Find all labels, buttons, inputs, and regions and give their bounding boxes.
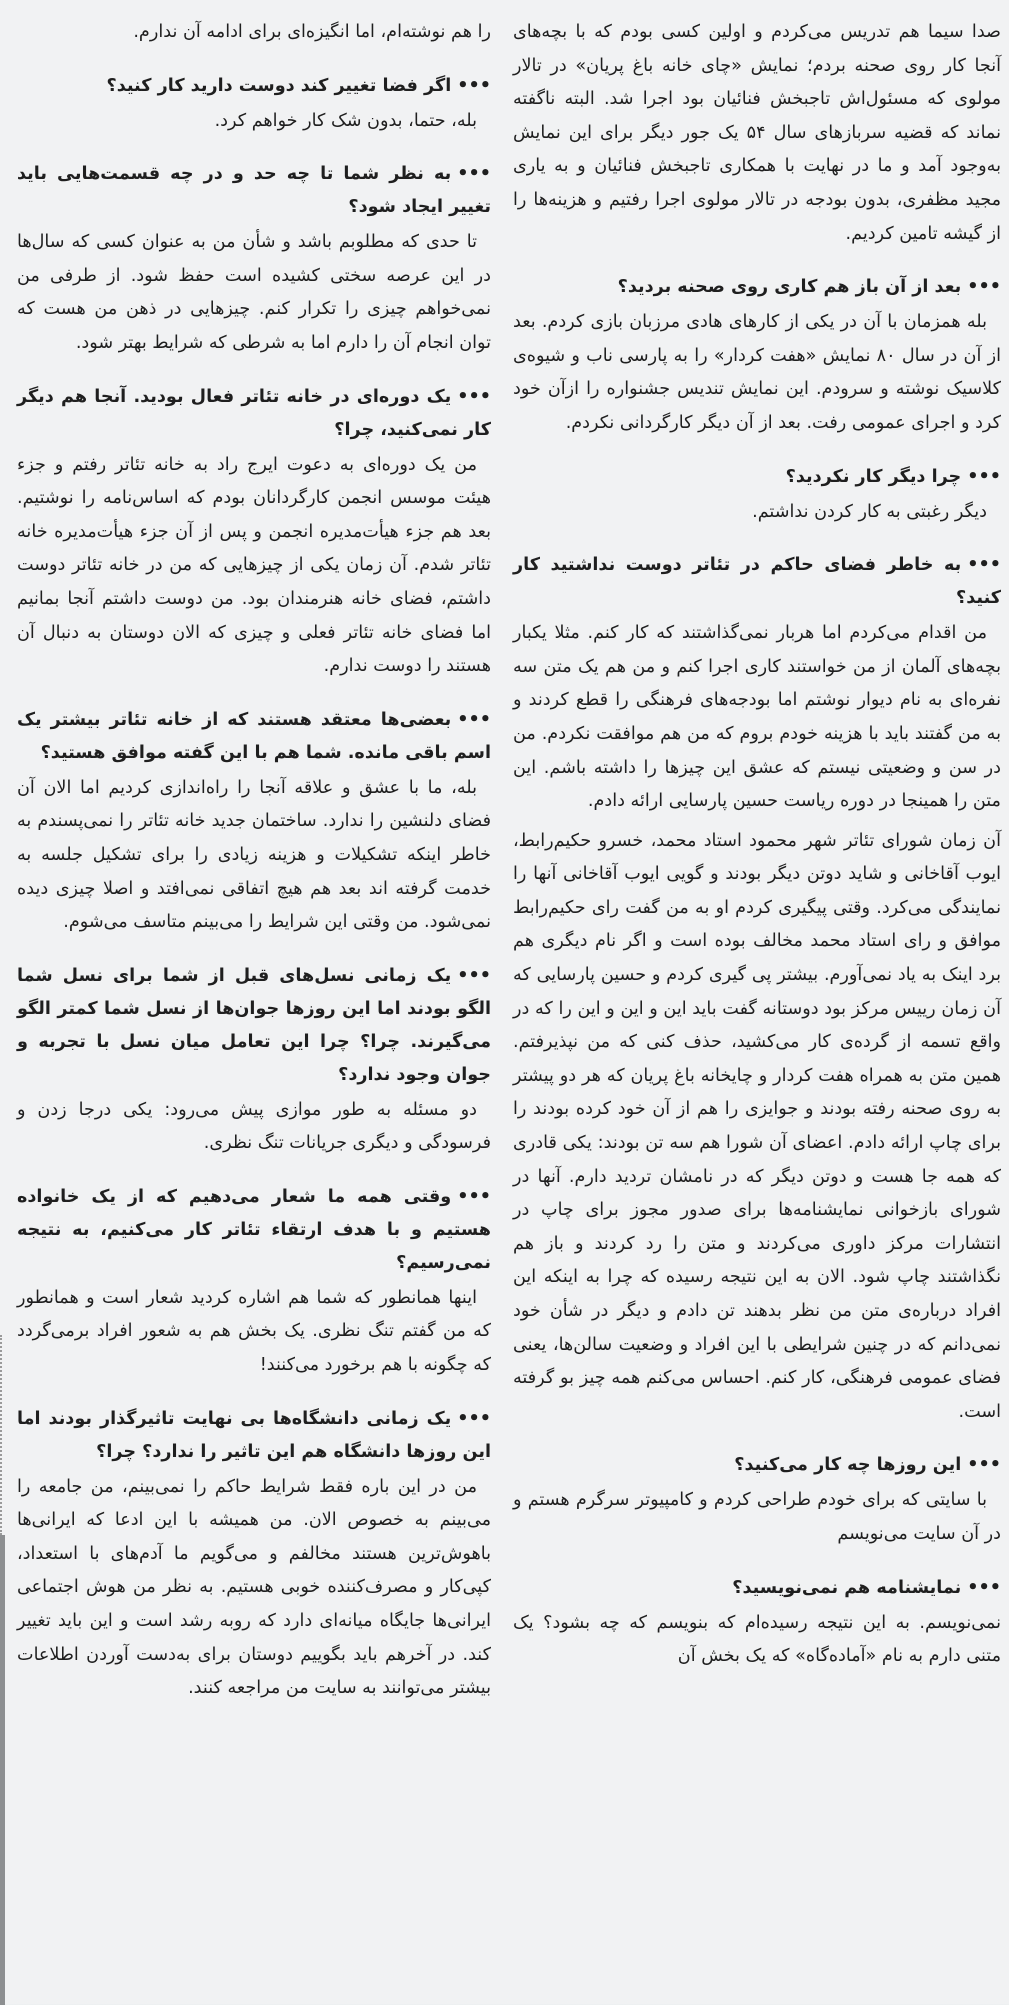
page-edge-dots (0, 1335, 5, 1535)
question-marker: ••• (967, 466, 1001, 487)
question-heading (513, 1449, 1001, 1482)
question-heading (17, 704, 491, 770)
question-text: چرا دیگر کار نکردید؟ (785, 466, 962, 487)
question-heading (17, 960, 491, 1092)
question-marker: ••• (457, 75, 491, 96)
question-heading (17, 1181, 491, 1280)
question-marker: ••• (967, 277, 1001, 298)
answer-paragraph: نمی‌نویسم. به این نتیجه رسیده‌ام که بنویسم که چه بشود؟ یک متنی دارم به نام «آماده‌گاه» که یک بخش آن (513, 1612, 1001, 1667)
answer-paragraph: بله، حتما، بدون شک کار خواهم کرد. (214, 110, 477, 131)
question-heading (17, 158, 491, 224)
question-marker: ••• (967, 555, 1001, 576)
question-text: وقتی همه ما شعار می‌دهیم که از یک خانواده هستیم و با هدف ارتقاء تئاتر کار می‌کنیم، به نتیجه نمی‌رسیم؟ (17, 1186, 491, 1273)
question-heading (513, 549, 1001, 615)
answer-paragraph: من در این باره فقط شرایط حاکم را نمی‌بینم، من جامعه را می‌بینم به خصوص الان. من همیشه با این ادعا که ایرانی‌ها باهوش‌ترین هستند مخالفم و می‌گویم ما آدم‌های با استعداد، کپی‌کار و مصرف‌کننده خوبی هستیم. به نظر من هوش اجتماعی ایرانی‌ها جایگاه میانه‌ای دارد که روبه رشد است و این باید تغییر کند. در آخرهم باید بگوییم دوستان برای به‌دست آوردن اطلاعات بیشتر می‌توانند به سایت من مراجعه کنند. (17, 1476, 491, 1699)
question-text: این روزها چه کار می‌کنید؟ (734, 1455, 962, 1476)
answer-paragraph: دو مسئله به طور موازی پیش می‌رود: یکی درجا زدن و فرسودگی و دیگری جریانات تنگ نظری. (17, 1099, 491, 1154)
page-edge-bar (0, 1535, 5, 2005)
question-text: بعد از آن باز هم کاری روی صحنه بردید؟ (617, 277, 962, 298)
question-marker: ••• (457, 965, 491, 986)
question-marker: ••• (457, 1408, 491, 1429)
question-marker: ••• (967, 1455, 1001, 1476)
answer-paragraph: من اقدام می‌کردم اما هربار نمی‌گذاشتند که کار کنم. مثلا یکبار بچه‌های آلمان از من خواستند کاری اجرا کنم و من هم یک متن سه نفره‌ای به نام دیوار نوشتم اما بودجه‌های فرهنگی را قطع کردند و به من گفتند باید با هزینه خودم بروم که من هم موافقت نکردم. من در سن و وضعیتی نیستم که عشق این چیزها را داشته باشم. این متن را همینجا در دوره ریاست حسین پارسایی ارائه دادم. (513, 623, 1001, 812)
question-text: بعضی‌ها معتقد هستند که از خانه تئاتر بیشتر یک اسم باقی مانده. شما هم با این گفته موافق هستید؟ (17, 709, 491, 763)
question-heading (513, 1572, 1001, 1605)
body-paragraph: صدا سیما هم تدریس می‌کردم و اولین کسی بودم که با بچه‌های آنجا کار روی صحنه بردم؛ نمایش «چای خانه باغ پریان» در تالار مولوی که مسئول‌اش تاجبخش فنائیان بود اجرا شد. البته ناگفته نماند که قضیه سربازهای سال ۵۴ یک جور دیگر برای این نمایش به‌وجود آمد و ما در نهایت با همکاری تاجبخش فنائیان و به یاری مجید مظفری، بدون بودجه در تالار مولوی اجرا رفتیم و هزینه‌ها را از گیشه تامین کردیم. (513, 22, 1001, 244)
question-text: یک زمانی دانشگاه‌ها بی نهایت تاثیرگذار بودند اما این روزها دانشگاه هم این تاثیر را ندارد؟ چرا؟ (17, 1408, 491, 1462)
answer-paragraph: اینها همانطور که شما هم اشاره کردید شعار است و همانطور که من گفتم تنگ نظری. یک بخش هم به شعور افراد برمی‌گردد که چگونه با هم برخورد می‌کنند! (17, 1287, 491, 1376)
question-heading (513, 461, 1001, 494)
question-text: اگر فضا تغییر کند دوست دارید کار کنید؟ (106, 75, 452, 96)
question-heading (513, 271, 1001, 304)
question-heading (17, 1403, 491, 1469)
question-text: یک دوره‌ای در خانه تئاتر فعال بودید. آنجا هم دیگر کار نمی‌کنید، چرا؟ (17, 386, 491, 440)
right-column (513, 16, 1001, 1674)
answer-paragraph: دیگر رغبتی به کار کردن نداشتم. (752, 501, 987, 522)
answer-paragraph: بله همزمان با آن در یکی از کارهای هادی مرزبان بازی کردم. بعد از آن در سال ۸۰ نمایش «هفت کردار» را به پارسی ناب و شیوه‌ی کلاسیک نوشته و سرودم. این نمایش تندیس جشنواره را ازآن خود کرد و اجرای عمومی رفت. بعد از آن دیگر کارگردانی نکردم. (513, 312, 1001, 433)
question-marker: ••• (457, 709, 491, 730)
answer-paragraph: آن زمان شورای تئاتر شهر محمود استاد محمد، خسرو حکیم‌رابط، ایوب آقاخانی و شاید دوتن دیگر بودند و گویی ایوب آقاخانی آنها را نمایندگی می‌کرد. وقتی پیگیری کردم او به من گفت رای حکیم‌رابط موافق و رای استاد محمد مخالف بوده است و اگر نام دیگری هم برد اینک به یاد نمی‌آورم. بیشتر پی گیری کردم و حسین پارسایی که آن زمان رییس مرکز بود دوستانه گفت باید این و این و این را که در واقع تسمه از گرده‌ی کار می‌کشید، حذف کنی که من نپذیرفتم. همین متن به همراه هفت کردار و چایخانه باغ پریان که هر دو پیشتر به روی صحنه رفته بودند و جوایزی را هم از آن خود کرده بودند را برای چاپ ارائه دادم. اعضای آن شورا هم سه تن بودند: یکی قادری که همه جا هست و دوتن دیگر که در نامشان تردید دارم. آنها در شورای بازخوانی نمایشنامه‌ها برای صدور مجوز برای چاپ در انتشارات مرکز داوری می‌کردند و متن را رد کردند و باز هم نگذاشتند چاپ شود. الان به این نتیجه رسیده که چرا به اینکه این افراد درباره‌ی متن من نظر بدهند تن دادم و دیگر در شأن خود نمی‌دانم که در چنین شرایطی با این افراد و وضعیت سالن‌ها، یعنی فضای عمومی فرهنگی، کار کنم. احساس می‌کنم همه چیز بو گرفته است. (513, 830, 1001, 1422)
question-text: نمایشنامه هم نمی‌نویسید؟ (732, 1577, 962, 1598)
question-text: یک زمانی نسل‌های قبل از شما برای نسل شما الگو بودند اما این روزها جوان‌ها از نسل شما کمتر الگو می‌گیرند. چرا؟ چرا این تعامل میان نسل با تجربه و جوان وجود ندارد؟ (17, 965, 491, 1085)
body-paragraph: را هم نوشته‌ام، اما انگیزه‌ای برای ادامه آن ندارم. (133, 22, 491, 42)
question-marker: ••• (457, 164, 491, 185)
question-heading (17, 381, 491, 447)
left-column (17, 16, 491, 1712)
answer-paragraph: بله، ما با عشق و علاقه آنجا را راه‌اندازی کردیم اما الان آن فضای دلنشین را ندارد. ساختمان جدید خانه تئاتر را نمی‌پسندم به خاطر اینکه تشکیلات و هزینه زیادی را برای تشکیل جلسه به خدمت گرفته اند بعد هم هیچ اتفاقی نمی‌افتد و اصلا چیزی دیده نمی‌شود. من وقتی این شرایط را می‌بینم متاسف می‌شوم. (17, 777, 491, 933)
question-text: به خاطر فضای حاکم در تئاتر دوست نداشتید کار کنید؟ (513, 555, 1001, 609)
question-marker: ••• (457, 1186, 491, 1207)
answer-paragraph: با سایتی که برای خودم طراحی کردم و کامپیوتر سرگرم هستم و در آن سایت می‌نویسم (513, 1490, 1001, 1544)
question-text: به نظر شما تا چه حد و در چه قسمت‌هایی باید تغییر ایجاد شود؟ (17, 164, 491, 218)
answer-paragraph: من یک دوره‌ای به دعوت ایرج راد به خانه تئاتر رفتم و جزء هیئت موسس انجمن کارگردانان بودم که اساس‌نامه را نوشتیم. بعد هم جزء هیأت‌مدیره انجمن و پس از آن جزء هیأت‌مدیره خانه تئاتر شدم. آن زمان یکی از چیزهایی که من در خانه تئاتر دوست داشتم، فضای خانه هنرمندان بود. من دوست داشتم آنجا بمانیم اما فضای خانه تئاتر فعلی و چیزی که الان دوستان به دنبال آن هستند را دوست ندارم. (17, 454, 491, 677)
answer-paragraph: تا حدی که مطلوبم باشد و شأن من به عنوان کسی که سال‌ها در این عرصه سختی کشیده است حفظ شود. از طرفی من نمی‌خواهم چیزی را تکرار کنم. چیزهایی در ذهن من هست که توان انجام آن را دارم اما به شرطی که شرایط بهتر شود. (17, 232, 491, 353)
question-heading (17, 70, 491, 103)
question-marker: ••• (967, 1577, 1001, 1598)
question-marker: ••• (457, 386, 491, 407)
